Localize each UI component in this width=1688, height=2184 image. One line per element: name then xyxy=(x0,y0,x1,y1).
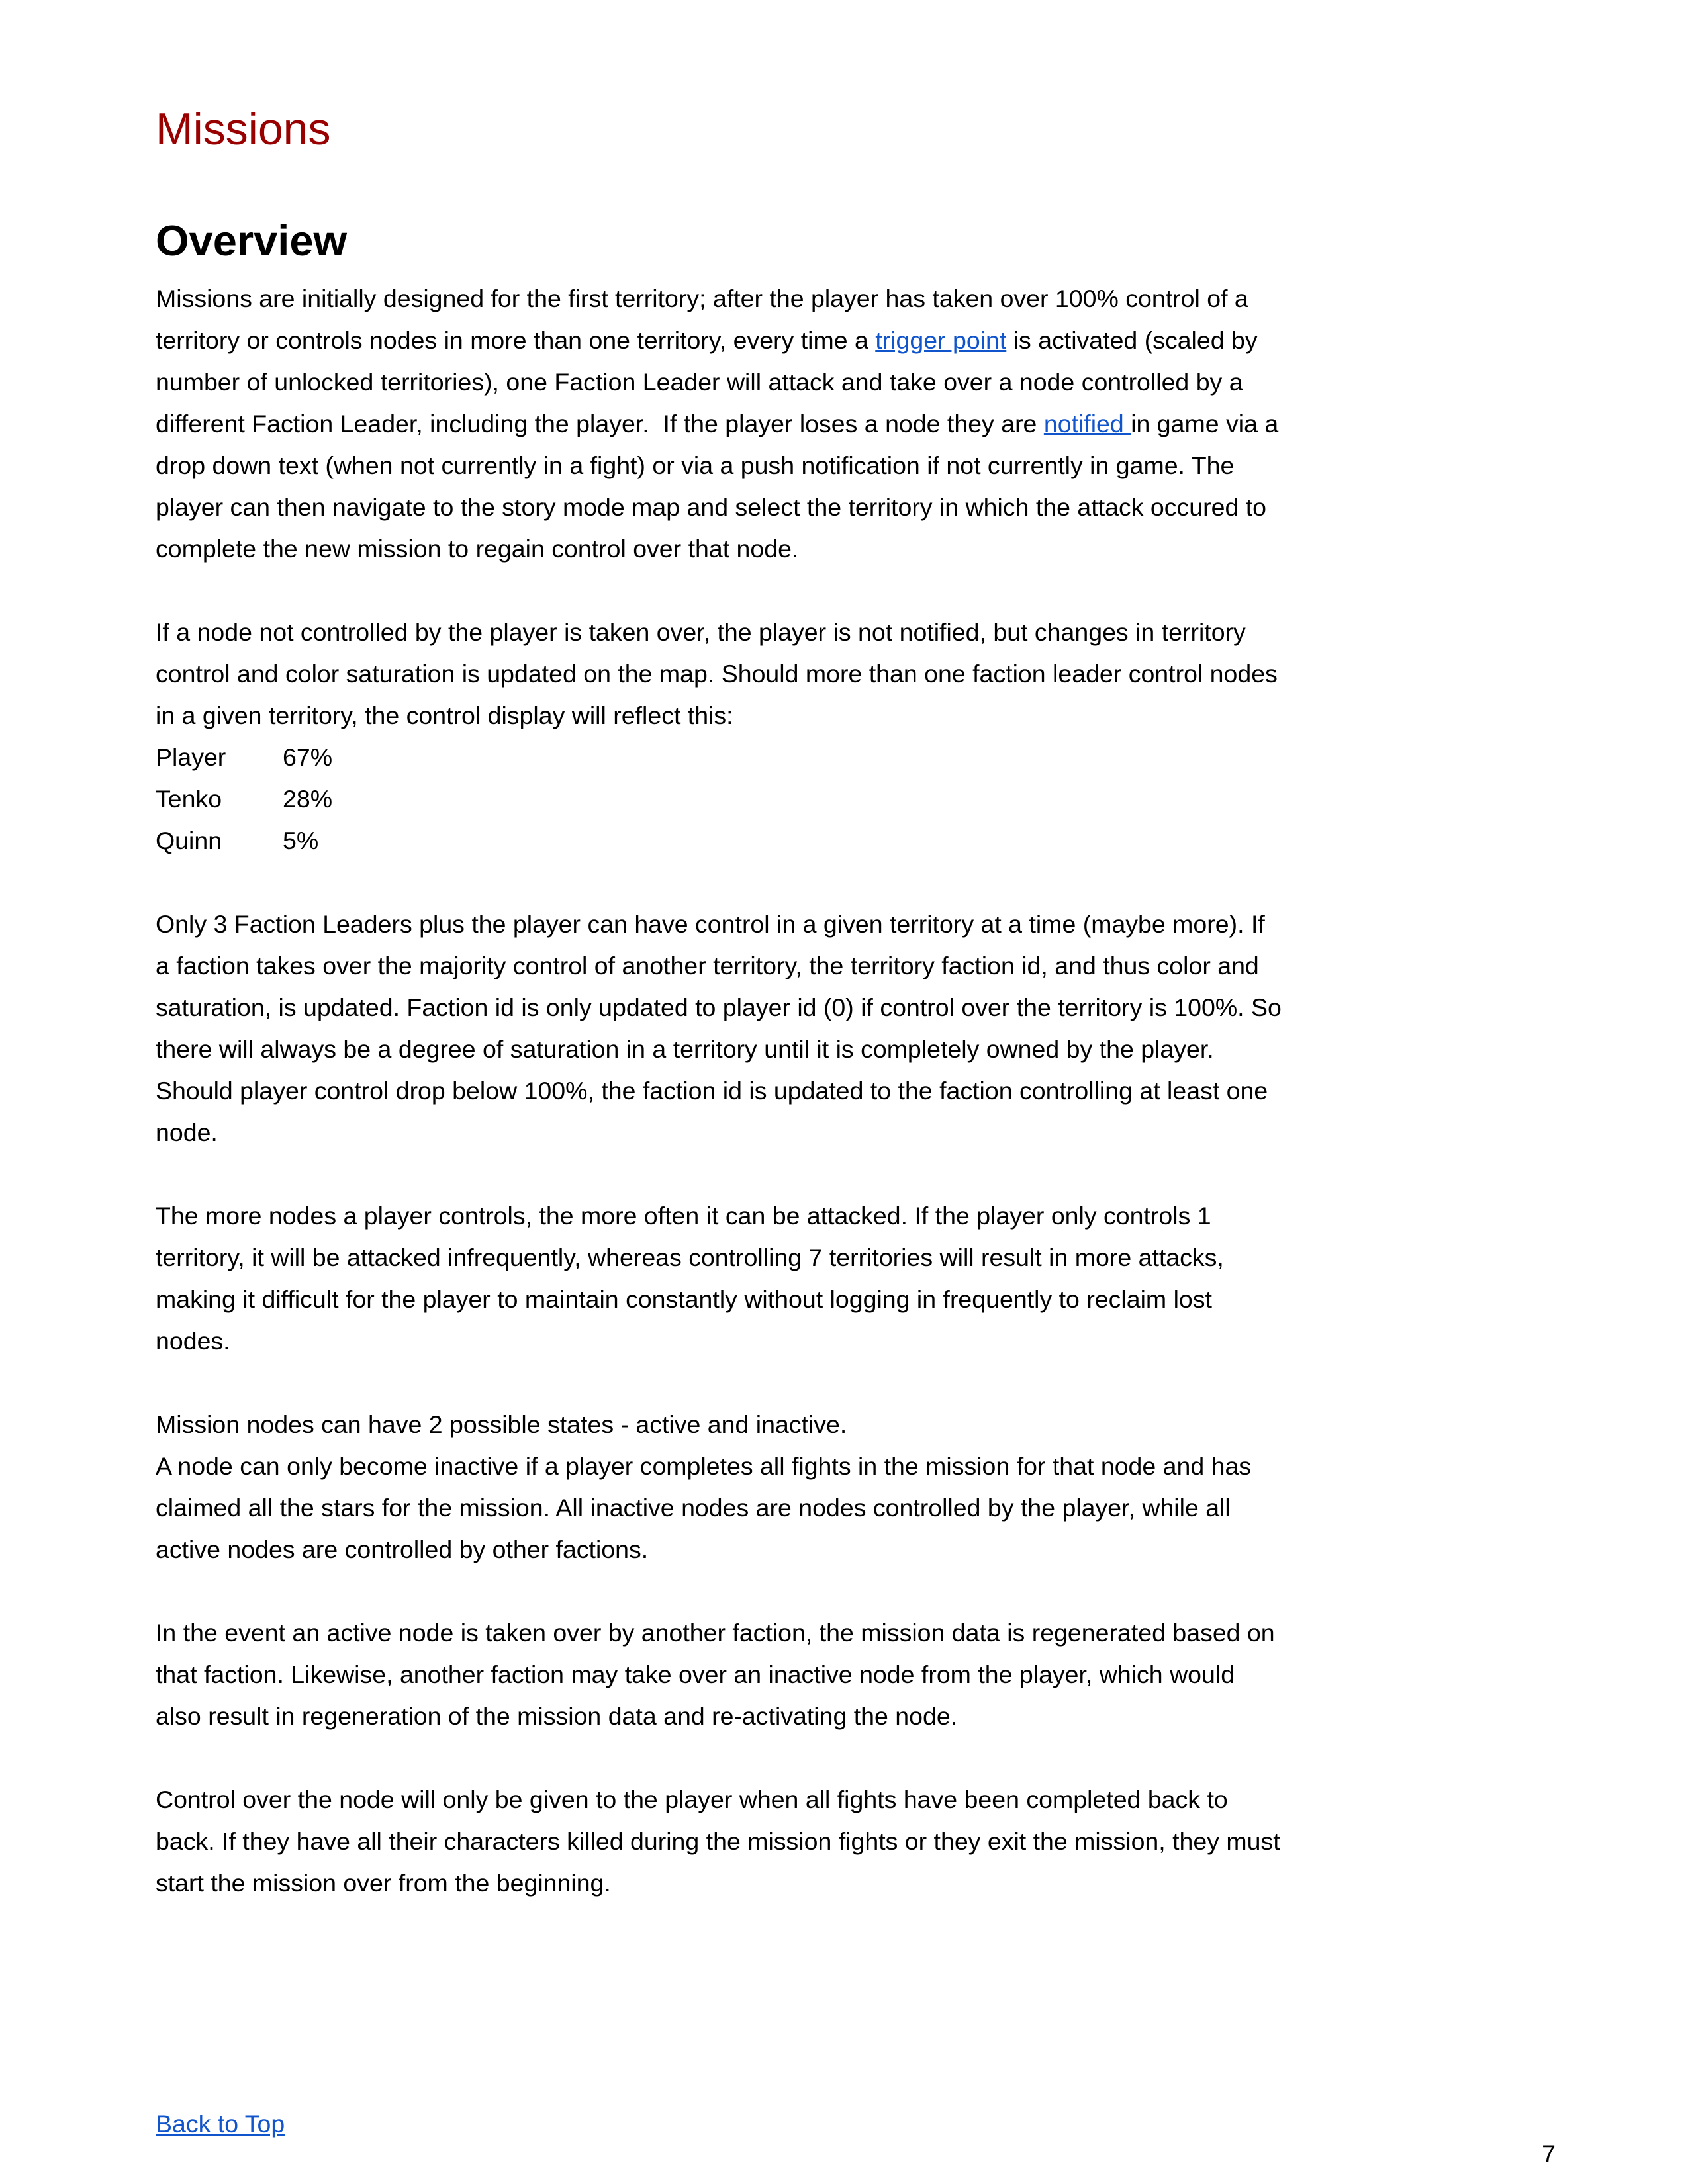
faction-name: Player xyxy=(156,743,226,771)
text-run: also result in regeneration of the mission data and re-activating the node. xyxy=(156,1702,958,1730)
text-line xyxy=(156,1404,1532,1445)
text-line xyxy=(156,1070,1532,1112)
control-percent: 28% xyxy=(283,785,333,813)
paragraph-territory-control xyxy=(156,612,1532,737)
text-run: that faction. Likewise, another faction may take over an inactive node from the player, which would xyxy=(156,1661,1235,1688)
text-line xyxy=(156,1445,1532,1487)
text-run: back. If they have all their characters killed during the mission fights or they exit the mission, they must xyxy=(156,1827,1280,1855)
text-run: saturation, is updated. Faction id is only updated to player id (0) if control over the territory is 100%. So xyxy=(156,993,1282,1021)
control-row xyxy=(156,820,1532,862)
text-line xyxy=(156,1654,1532,1696)
back-to-top-link[interactable]: Back to Top xyxy=(156,2110,285,2138)
text-run: control and color saturation is updated on the map. Should more than one faction leader control nodes xyxy=(156,660,1278,688)
text-line xyxy=(156,1279,1532,1320)
text-line xyxy=(156,1779,1532,1821)
text-line xyxy=(156,987,1532,1028)
text-run: number of unlocked territories), one Faction Leader will attack and take over a node controlled by a xyxy=(156,368,1243,396)
text-line xyxy=(156,1696,1532,1737)
paragraph-node-control xyxy=(156,1779,1532,1904)
text-run: node. xyxy=(156,1118,218,1146)
text-run: active nodes are controlled by other factions. xyxy=(156,1535,649,1563)
text-run: In the event an active node is taken over by another faction, the mission data is regenerated based on xyxy=(156,1619,1275,1647)
text-line xyxy=(156,653,1532,695)
text-run: Mission nodes can have 2 possible states - active and inactive. xyxy=(156,1410,847,1438)
text-line xyxy=(156,278,1532,320)
text-line xyxy=(156,903,1532,945)
text-line xyxy=(156,1195,1532,1237)
text-run: The more nodes a player controls, the more often it can be attacked. If the player only controls 1 xyxy=(156,1202,1211,1230)
control-row xyxy=(156,737,1532,778)
control-row xyxy=(156,778,1532,820)
text-run: If a node not controlled by the player is taken over, the player is not notified, but changes in territory xyxy=(156,618,1246,646)
text-run: territory, it will be attacked infrequently, whereas controlling 7 territories will result in more attacks, xyxy=(156,1244,1224,1271)
paragraph-attack-frequency xyxy=(156,1195,1532,1362)
control-percent: 67% xyxy=(283,743,333,771)
page-number: 7 xyxy=(1542,2140,1556,2167)
control-percent: 5% xyxy=(283,827,319,854)
text-line xyxy=(156,1529,1532,1570)
text-run: player can then navigate to the story mode map and select the territory in which the attack occured to xyxy=(156,493,1266,521)
text-line xyxy=(156,320,1532,361)
text-line xyxy=(156,528,1532,570)
text-run: complete the new mission to regain control over that node. xyxy=(156,535,799,563)
text-line xyxy=(156,695,1532,737)
paragraph-faction-leaders xyxy=(156,903,1532,1154)
text-run: in game via a xyxy=(1131,410,1279,437)
text-run: Control over the node will only be given to the player when all fights have been completed back to xyxy=(156,1786,1228,1813)
text-run: is activated (scaled by xyxy=(1006,326,1258,354)
paragraph-node-states xyxy=(156,1404,1532,1570)
notified-link[interactable]: notified xyxy=(1043,410,1131,437)
text-run: in a given territory, the control display will reflect this: xyxy=(156,702,733,729)
document-body xyxy=(156,278,1532,1946)
text-line xyxy=(156,445,1532,486)
text-run: claimed all the stars for the mission. All inactive nodes are nodes controlled by the player, while all xyxy=(156,1494,1231,1522)
text-run: making it difficult for the player to maintain constantly without logging in frequently to reclaim lost xyxy=(156,1285,1212,1313)
page-title: Missions xyxy=(156,104,331,154)
control-display-table xyxy=(156,737,1532,862)
text-line xyxy=(156,945,1532,987)
text-line xyxy=(156,1237,1532,1279)
section-heading-overview: Overview xyxy=(156,216,348,265)
text-run: Only 3 Faction Leaders plus the player can have control in a given territory at a time (maybe more). If xyxy=(156,910,1265,938)
text-run: nodes. xyxy=(156,1327,230,1355)
faction-name: Tenko xyxy=(156,785,222,813)
paragraph-node-takeover xyxy=(156,1612,1532,1737)
text-line xyxy=(156,403,1532,445)
text-run: different Faction Leader, including the player. If the player loses a node they are xyxy=(156,410,1044,437)
text-line xyxy=(156,1487,1532,1529)
text-line xyxy=(156,1821,1532,1862)
text-run: a faction takes over the majority control of another territory, the territory faction id, and thus color and xyxy=(156,952,1259,979)
paragraph-intro xyxy=(156,278,1532,570)
text-line xyxy=(156,1612,1532,1654)
text-line xyxy=(156,361,1532,403)
text-line xyxy=(156,1862,1532,1904)
text-run: start the mission over from the beginning. xyxy=(156,1869,611,1897)
text-line xyxy=(156,1320,1532,1362)
text-line xyxy=(156,1112,1532,1154)
text-run: A node can only become inactive if a player completes all fights in the mission for that node and has xyxy=(156,1452,1252,1480)
text-run: territory or controls nodes in more than one territory, every time a xyxy=(156,326,876,354)
faction-name: Quinn xyxy=(156,827,222,854)
text-run: drop down text (when not currently in a fight) or via a push notification if not currently in game. The xyxy=(156,451,1235,479)
text-line xyxy=(156,1028,1532,1070)
text-line xyxy=(156,486,1532,528)
text-run: there will always be a degree of saturation in a territory until it is completely owned by the player. xyxy=(156,1035,1214,1063)
trigger-point-link[interactable]: trigger point xyxy=(875,326,1007,354)
text-line xyxy=(156,612,1532,653)
text-run: Should player control drop below 100%, the faction id is updated to the faction controlling at least one xyxy=(156,1077,1268,1105)
text-run: Missions are initially designed for the first territory; after the player has taken over 100% control of a xyxy=(156,285,1248,312)
